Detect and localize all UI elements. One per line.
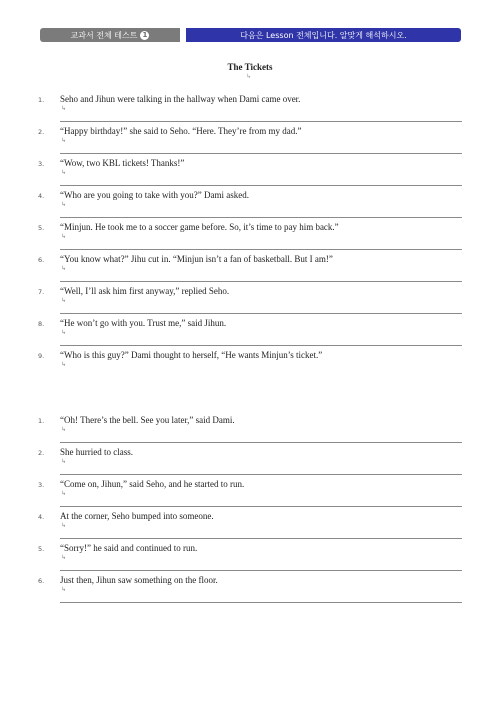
document-title: The Tickets xyxy=(227,62,273,72)
sentence-text: “Come on, Jihun,” said Seho, and he started to run. xyxy=(60,479,245,489)
sentence-number: 6. xyxy=(38,577,45,585)
number-badge-icon: 1 xyxy=(140,31,149,40)
answer-arrow-icon: ↳ xyxy=(61,586,67,593)
sentence-row xyxy=(38,513,462,543)
sentence-text: Seho and Jihun were talking in the hallway when Dami came over. xyxy=(60,94,301,104)
sentence-number: 3. xyxy=(38,160,45,168)
answer-line xyxy=(60,185,462,186)
sentence-number: 6. xyxy=(38,256,45,264)
sentence-number: 2. xyxy=(38,449,45,457)
answer-arrow-icon: ↳ xyxy=(61,329,67,336)
answer-arrow-icon: ↳ xyxy=(61,458,67,465)
sentence-row xyxy=(38,224,462,254)
sentence-text: “Who are you going to take with you?” Dami asked. xyxy=(60,190,249,200)
sentence-row xyxy=(38,577,462,607)
title-arrow-icon: ↳ xyxy=(246,73,252,80)
answer-arrow-icon: ↳ xyxy=(61,265,67,272)
answer-line xyxy=(60,442,462,443)
sentence-number: 2. xyxy=(38,128,45,136)
answer-arrow-icon: ↳ xyxy=(61,361,67,368)
sentence-number: 4. xyxy=(38,192,45,200)
answer-line xyxy=(60,602,462,603)
answer-line xyxy=(60,249,462,250)
sentence-text: “You know what?” Jihu cut in. “Minjun isn’t a fan of basketball. But I am!” xyxy=(60,254,333,264)
answer-arrow-icon: ↳ xyxy=(61,297,67,304)
sentence-row xyxy=(38,481,462,511)
sentence-number: 1. xyxy=(38,96,45,104)
answer-line xyxy=(60,217,462,218)
sentence-row xyxy=(38,96,462,126)
sentence-row xyxy=(38,160,462,190)
sentence-row xyxy=(38,256,462,286)
answer-line xyxy=(60,313,462,314)
sentence-text: “Sorry!” he said and continued to run. xyxy=(60,543,198,553)
sentence-row xyxy=(38,192,462,222)
sentence-text: “Oh! There’s the bell. See you later,” said Dami. xyxy=(60,415,235,425)
answer-line xyxy=(60,121,462,122)
sentence-text: “Well, I’ll ask him first anyway,” replied Seho. xyxy=(60,286,230,296)
sentence-number: 8. xyxy=(38,320,45,328)
sentence-number: 1. xyxy=(38,417,45,425)
answer-line xyxy=(60,281,462,282)
sentence-number: 7. xyxy=(38,288,45,296)
answer-arrow-icon: ↳ xyxy=(61,233,67,240)
answer-arrow-icon: ↳ xyxy=(61,490,67,497)
answer-arrow-icon: ↳ xyxy=(61,426,67,433)
sentence-row xyxy=(38,545,462,575)
sentence-row xyxy=(38,320,462,350)
sentence-text: “Wow, two KBL tickets! Thanks!” xyxy=(60,158,185,168)
header-section-label: 교과서 전체 테스트 xyxy=(70,30,138,40)
sentence-row xyxy=(38,449,462,479)
answer-line xyxy=(60,538,462,539)
answer-arrow-icon: ↳ xyxy=(61,201,67,208)
instruction-text: 다음은 Lesson 전체입니다. 알맞게 해석하시오. xyxy=(240,30,407,40)
sentence-text: At the corner, Seho bumped into someone. xyxy=(60,511,214,521)
answer-line xyxy=(60,506,462,507)
answer-line xyxy=(60,153,462,154)
sentence-text: “Who is this guy?” Dami thought to herself, “He wants Minjun’s ticket.” xyxy=(60,350,323,360)
sentence-number: 3. xyxy=(38,481,45,489)
sentence-row xyxy=(38,288,462,318)
answer-line xyxy=(60,570,462,571)
sentence-text: “He won’t go with you. Trust me,” said Jihun. xyxy=(60,318,227,328)
instruction-banner xyxy=(186,28,461,42)
sentence-row xyxy=(38,352,462,382)
sentence-number: 5. xyxy=(38,224,45,232)
header-section-tab xyxy=(40,28,180,42)
sentence-row xyxy=(38,128,462,158)
answer-arrow-icon: ↳ xyxy=(61,137,67,144)
sentence-text: “Minjun. He took me to a soccer game before. So, it’s time to pay him back.” xyxy=(60,222,339,232)
sentence-row xyxy=(38,417,462,447)
answer-line xyxy=(60,345,462,346)
answer-arrow-icon: ↳ xyxy=(61,105,67,112)
sentence-number: 9. xyxy=(38,352,45,360)
answer-arrow-icon: ↳ xyxy=(61,169,67,176)
sentence-number: 5. xyxy=(38,545,45,553)
sentence-number: 4. xyxy=(38,513,45,521)
sentence-text: “Happy birthday!” she said to Seho. “Here. They’re from my dad.” xyxy=(60,126,302,136)
sentence-text: She hurried to class. xyxy=(60,447,133,457)
sentence-text: Just then, Jihun saw something on the floor. xyxy=(60,575,218,585)
answer-arrow-icon: ↳ xyxy=(61,554,67,561)
answer-arrow-icon: ↳ xyxy=(61,522,67,529)
answer-line xyxy=(60,474,462,475)
